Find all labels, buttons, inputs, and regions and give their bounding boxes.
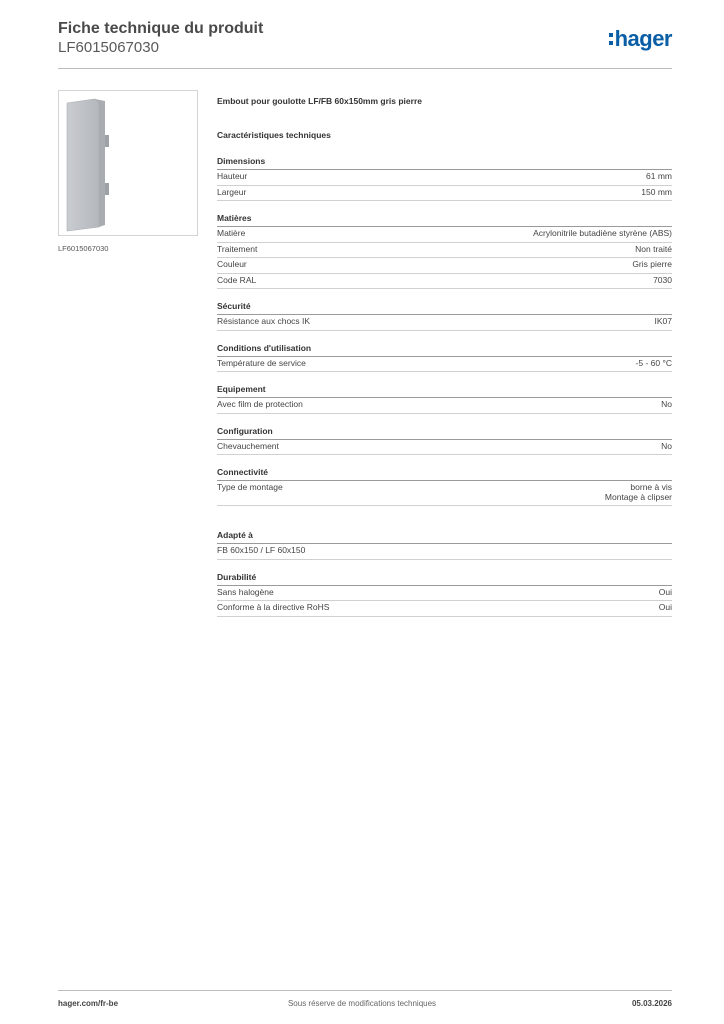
group-title: Equipement <box>217 384 672 398</box>
image-caption: LF6015067030 <box>58 244 109 253</box>
group-durability <box>217 572 672 617</box>
spec-label: Conforme à la directive RoHS <box>217 602 330 612</box>
spec-row <box>217 243 672 259</box>
spec-row <box>217 398 672 414</box>
group-adapted-to <box>217 530 672 560</box>
footer-divider <box>58 990 672 991</box>
spec-label: Type de montage <box>217 482 283 492</box>
spec-label: Code RAL <box>217 274 257 285</box>
spec-label: Traitement <box>217 243 258 254</box>
group-title: Adapté à <box>217 530 672 544</box>
group-title: Sécurité <box>217 301 672 315</box>
spec-label: Chevauchement <box>217 440 279 451</box>
spec-row <box>217 315 672 331</box>
group-connectivity <box>217 467 672 506</box>
group-equipment <box>217 384 672 414</box>
spec-value-line-1: borne à vis <box>630 482 672 492</box>
spec-row <box>217 274 672 290</box>
group-title: Durabilité <box>217 572 672 586</box>
group-configuration <box>217 426 672 456</box>
page-title: Fiche technique du produit <box>58 20 264 37</box>
spec-row <box>217 601 672 617</box>
spec-row <box>217 258 672 274</box>
spec-value: Gris pierre <box>632 259 672 269</box>
spec-label: Sans halogène <box>217 586 274 597</box>
group-title: Configuration <box>217 426 672 440</box>
spec-value: No <box>661 399 672 409</box>
spec-value: Acrylonitrile butadiène styrène (ABS) <box>533 228 672 238</box>
spec-value: 61 mm <box>646 171 672 181</box>
group-title: Matières <box>217 213 672 227</box>
spec-value: Oui <box>658 586 672 597</box>
spec-label: Température de service <box>217 357 306 368</box>
spec-content <box>217 96 672 629</box>
footer-date: 05.03.2026 <box>631 999 672 1008</box>
spec-row <box>217 170 672 186</box>
group-dimensions <box>217 156 672 201</box>
spec-label: Largeur <box>217 186 247 197</box>
spec-row <box>217 227 672 243</box>
spec-value: 150 mm <box>641 186 672 197</box>
product-reference: LF6015067030 <box>58 39 159 56</box>
spec-label: Matière <box>217 228 246 238</box>
logo-text: hager <box>614 26 672 51</box>
section-title: Caractéristiques techniques <box>217 130 331 140</box>
spec-value: 7030 <box>653 274 672 285</box>
spec-row <box>217 586 672 602</box>
spec-row <box>217 186 672 202</box>
spec-value: -5 - 60 °C <box>635 357 672 368</box>
group-title: Conditions d'utilisation <box>217 343 672 357</box>
spec-value-line-2: Montage à clipser <box>604 491 672 502</box>
spec-row <box>217 440 672 456</box>
spec-label: Hauteur <box>217 171 248 181</box>
spec-label: Avec film de protection <box>217 399 303 409</box>
spec-value <box>605 483 672 502</box>
spec-label: Résistance aux chocs IK <box>217 316 311 326</box>
header-divider <box>58 68 672 69</box>
group-title: Dimensions <box>217 156 672 170</box>
spec-value: Non traité <box>635 243 672 254</box>
footer-notice: Sous réserve de modifications techniques <box>287 999 437 1008</box>
spec-value: IK07 <box>654 316 672 326</box>
spec-row <box>217 544 672 560</box>
product-image <box>58 90 198 236</box>
spec-row <box>217 357 672 373</box>
product-title: Embout pour goulotte LF/FB 60x150mm gris pierre <box>217 96 422 106</box>
spec-label: FB 60x150 / LF 60x150 <box>217 545 306 555</box>
footer-website-link[interactable]: hager.com/fr-be <box>58 999 119 1008</box>
group-materials <box>217 213 672 289</box>
spec-row <box>217 481 672 506</box>
logo-dots-icon <box>609 33 613 45</box>
spec-value: No <box>661 440 672 451</box>
group-safety <box>217 301 672 331</box>
spec-value: Oui <box>658 602 672 612</box>
spec-label: Couleur <box>217 259 247 269</box>
hager-logo <box>609 28 672 50</box>
group-title: Connectivité <box>217 467 672 481</box>
group-conditions <box>217 343 672 373</box>
end-cap-illustration <box>59 91 199 237</box>
